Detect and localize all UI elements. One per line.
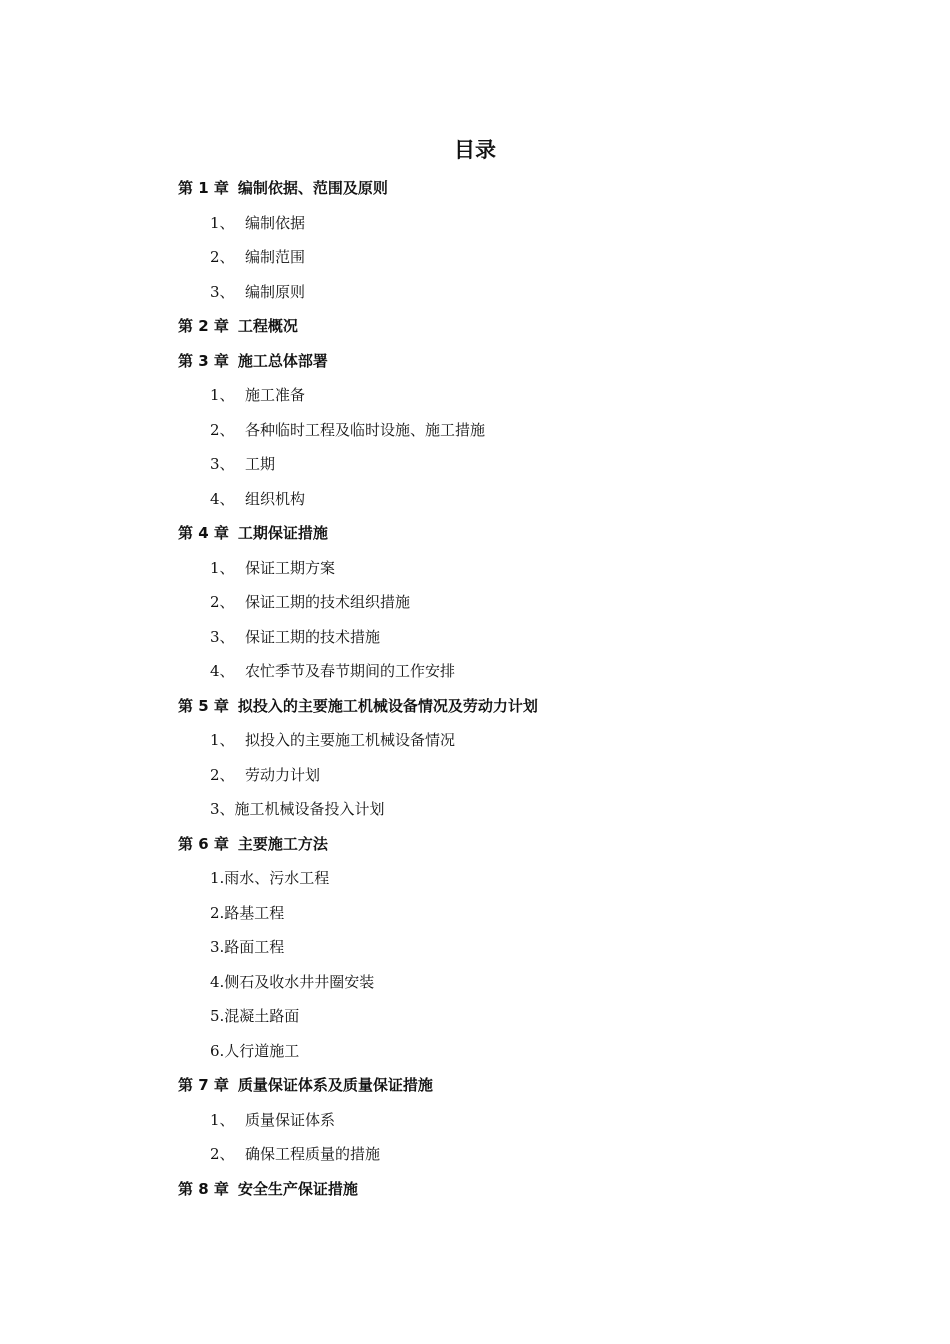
toc-section[interactable] (0, 723, 950, 758)
section-title: 组织机构 (245, 489, 306, 508)
chapter-title: 安全生产保证措施 (237, 1179, 358, 1198)
section-number: 1、 (210, 731, 235, 749)
section-title: 保证工期的技术措施 (245, 627, 381, 646)
section-title: 编制依据 (245, 213, 306, 232)
section-title: 保证工期方案 (245, 558, 336, 577)
toc-section[interactable] (0, 861, 950, 896)
chapter-number: 第 3 章 (178, 351, 229, 370)
chapter-number: 第 6 章 (178, 834, 229, 853)
section-title: 保证工期的技术组织措施 (245, 593, 411, 611)
section-title: 农忙季节及春节期间的工作安排 (245, 662, 456, 680)
section-number: 4、 (210, 662, 235, 680)
section-title: 劳动力计划 (245, 765, 321, 784)
section-number: 2、 (210, 248, 235, 266)
toc-section[interactable] (0, 551, 950, 586)
toc-section[interactable] (0, 930, 950, 965)
toc-section[interactable] (0, 206, 950, 241)
section-label: 3.路面工程 (210, 938, 285, 956)
toc-section[interactable] (0, 413, 950, 448)
chapter-number: 第 5 章 (178, 696, 229, 715)
section-label: 1.雨水、污水工程 (210, 869, 330, 887)
toc-section[interactable] (0, 620, 950, 655)
toc-section[interactable] (0, 275, 950, 310)
chapter-title: 工期保证措施 (237, 524, 328, 542)
toc-chapter[interactable] (0, 689, 950, 724)
toc-section[interactable] (0, 1137, 950, 1172)
section-number: 2、 (210, 765, 235, 784)
toc-section[interactable] (0, 758, 950, 793)
section-title: 各种临时工程及临时设施、施工措施 (245, 420, 486, 439)
section-title: 编制范围 (245, 248, 306, 266)
section-number: 1、 (210, 1110, 235, 1129)
section-number: 2、 (210, 420, 235, 439)
toc-section[interactable] (0, 792, 950, 827)
section-title: 确保工程质量的措施 (245, 1145, 381, 1163)
toc-section[interactable] (0, 654, 950, 689)
toc-section[interactable] (0, 447, 950, 482)
toc-section[interactable] (0, 378, 950, 413)
section-label: 4.侧石及收水井井圈安装 (210, 972, 375, 991)
section-number: 1、 (210, 386, 235, 404)
section-label: 6.人行道施工 (210, 1041, 300, 1060)
section-title: 施工准备 (245, 386, 306, 404)
toc-section[interactable] (0, 585, 950, 620)
section-number: 1、 (210, 213, 235, 232)
section-number: 3、 (210, 627, 235, 646)
section-number: 3、 (210, 282, 235, 301)
toc-section[interactable] (0, 1034, 950, 1069)
toc-section[interactable] (0, 965, 950, 1000)
chapter-title: 工程概况 (237, 317, 298, 335)
toc-chapter[interactable] (0, 1068, 950, 1103)
section-number: 4、 (210, 489, 235, 508)
chapter-title: 编制依据、范围及原则 (237, 179, 388, 197)
section-title: 编制原则 (245, 282, 306, 301)
section-number: 1、 (210, 558, 235, 577)
toc-chapter[interactable] (0, 827, 950, 862)
toc-chapter[interactable] (0, 344, 950, 379)
toc-title: 目录 (454, 138, 496, 162)
section-label: 2.路基工程 (210, 903, 285, 922)
table-of-contents (0, 171, 950, 1206)
toc-chapter[interactable] (0, 171, 950, 206)
chapter-number: 第 7 章 (178, 1076, 229, 1094)
toc-chapter[interactable] (0, 309, 950, 344)
chapter-number: 第 4 章 (178, 524, 229, 542)
toc-section[interactable] (0, 240, 950, 275)
chapter-number: 第 8 章 (178, 1179, 229, 1198)
toc-section[interactable] (0, 999, 950, 1034)
chapter-title: 拟投入的主要施工机械设备情况及劳动力计划 (237, 696, 538, 715)
section-number: 3、 (210, 455, 235, 473)
toc-chapter[interactable] (0, 516, 950, 551)
section-label: 3、施工机械设备投入计划 (210, 800, 385, 818)
toc-section[interactable] (0, 896, 950, 931)
section-title: 拟投入的主要施工机械设备情况 (245, 731, 456, 749)
chapter-title: 主要施工方法 (237, 834, 328, 853)
toc-chapter[interactable] (0, 1172, 950, 1207)
chapter-number: 第 1 章 (178, 179, 229, 197)
section-label: 5.混凝土路面 (210, 1007, 300, 1025)
chapter-title: 施工总体部署 (237, 351, 328, 370)
section-title: 工期 (245, 455, 276, 473)
chapter-number: 第 2 章 (178, 317, 229, 335)
section-number: 2、 (210, 593, 235, 611)
toc-section[interactable] (0, 482, 950, 517)
section-number: 2、 (210, 1145, 235, 1163)
section-title: 质量保证体系 (245, 1110, 336, 1129)
chapter-title: 质量保证体系及质量保证措施 (237, 1076, 433, 1094)
toc-section[interactable] (0, 1103, 950, 1138)
